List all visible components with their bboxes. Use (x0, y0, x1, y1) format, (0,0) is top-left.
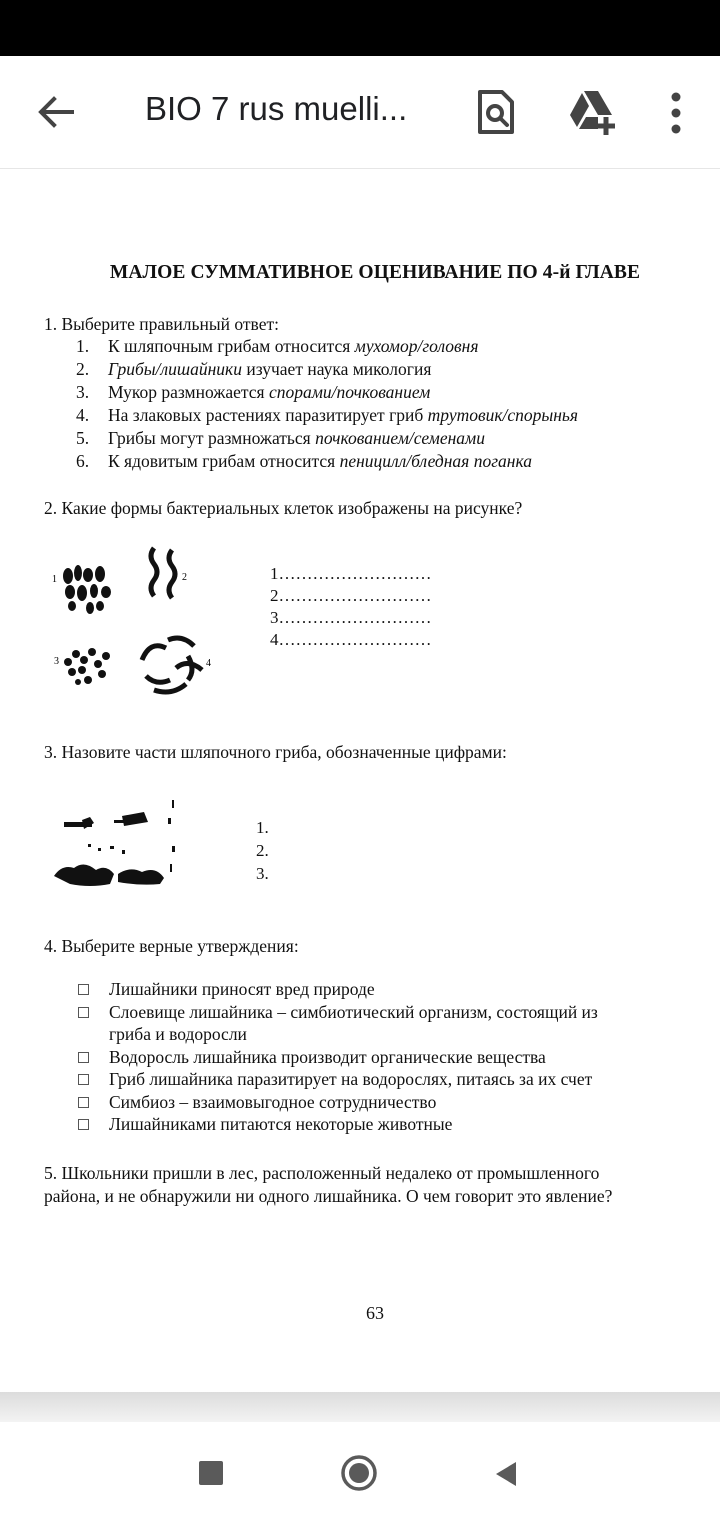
answer-blank: 3……………………… (270, 608, 432, 627)
system-nav-bar (0, 1424, 720, 1520)
list-item: 2. Грибы/лишайники изучает наука микология (76, 359, 432, 379)
more-vertical-icon[interactable] (664, 92, 688, 134)
svg-text:1: 1 (52, 574, 57, 585)
list-item: 4. На злаковых растениях паразитирует гриб трутовик/спорынья (76, 405, 579, 425)
svg-text:2: 2 (182, 572, 187, 583)
question-3-title: 3. Назовите части шляпочного гриба, обозначенные цифрами: (44, 742, 507, 762)
answer-blank: 4……………………… (270, 630, 432, 649)
list-item[interactable]: Лишайниками питаются некоторые животные (78, 1113, 598, 1136)
list-item: 6. К ядовитым грибам относится пеницилл/бледная поганка (76, 451, 532, 471)
list-item[interactable]: Слоевище лишайника – симбиотический организм, состоящий из (78, 1001, 598, 1024)
add-to-drive-icon[interactable] (566, 89, 618, 135)
statement-list (78, 978, 598, 1136)
document-heading: МАЛОЕ СУММАТИВНОЕ ОЦЕНИВАНИЕ ПО 4-й ГЛАВЕ (109, 262, 641, 283)
page-number: 63 (366, 1303, 384, 1323)
question-5-line: 5. Школьники пришли в лес, расположенный недалеко от промышленного (44, 1163, 600, 1183)
checkbox[interactable] (78, 984, 89, 995)
part-number: 1. (256, 818, 269, 837)
answer-blanks (270, 563, 432, 651)
checkbox[interactable] (78, 1007, 89, 1018)
triangle-back-icon[interactable] (494, 1460, 518, 1488)
app-bar (0, 56, 720, 169)
list-item: 5. Грибы могут размножаться почкованием/семенами (76, 428, 485, 448)
checkbox[interactable] (78, 1052, 89, 1063)
question-2-title: 2. Какие формы бактериальных клеток изображены на рисунке? (44, 498, 523, 518)
arrow-back-icon[interactable] (34, 90, 78, 134)
list-item[interactable]: Лишайники приносят вред природе (78, 978, 598, 1001)
question-4-title: 4. Выберите верные утверждения: (44, 936, 299, 956)
bacteria-figure (50, 540, 225, 700)
checkbox[interactable] (78, 1119, 89, 1130)
part-numbers (256, 816, 269, 885)
find-in-document-icon[interactable] (476, 88, 516, 136)
svg-text:3: 3 (54, 656, 59, 667)
answer-blank: 1……………………… (270, 564, 432, 583)
list-item-continuation: гриба и водоросли (109, 1024, 247, 1044)
mushroom-figure (52, 798, 187, 898)
checkbox[interactable] (78, 1097, 89, 1108)
list-item[interactable]: Гриб лишайника паразитирует на водорослях, питаясь за их счет (78, 1068, 598, 1091)
svg-text:4: 4 (206, 658, 211, 669)
question-1-list (76, 335, 578, 473)
list-item[interactable]: Водоросль лишайника производит органические вещества (78, 1046, 598, 1069)
status-bar (0, 0, 720, 56)
list-item: 3. Мукор размножается спорами/почкованием (76, 382, 431, 402)
answer-blank: 2……………………… (270, 586, 432, 605)
part-number: 2. (256, 841, 269, 860)
part-number: 3. (256, 864, 269, 883)
document-page[interactable] (0, 170, 720, 1392)
checkbox[interactable] (78, 1074, 89, 1085)
list-item[interactable]: Симбиоз – взаимовыгодное сотрудничество (78, 1091, 598, 1114)
square-recents-icon[interactable] (198, 1460, 224, 1486)
question-5-line: района, и не обнаружили ни одного лишайника. О чем говорит это явление? (44, 1186, 613, 1206)
list-item: 1. К шляпочным грибам относится мухомор/головня (76, 336, 479, 356)
home-circle-icon[interactable] (340, 1454, 378, 1492)
question-1-title: 1. Выберите правильный ответ: (44, 314, 279, 334)
page-divider (0, 1392, 720, 1422)
document-title: BIO 7 rus muelli... (145, 90, 408, 127)
question-5 (44, 1162, 714, 1208)
